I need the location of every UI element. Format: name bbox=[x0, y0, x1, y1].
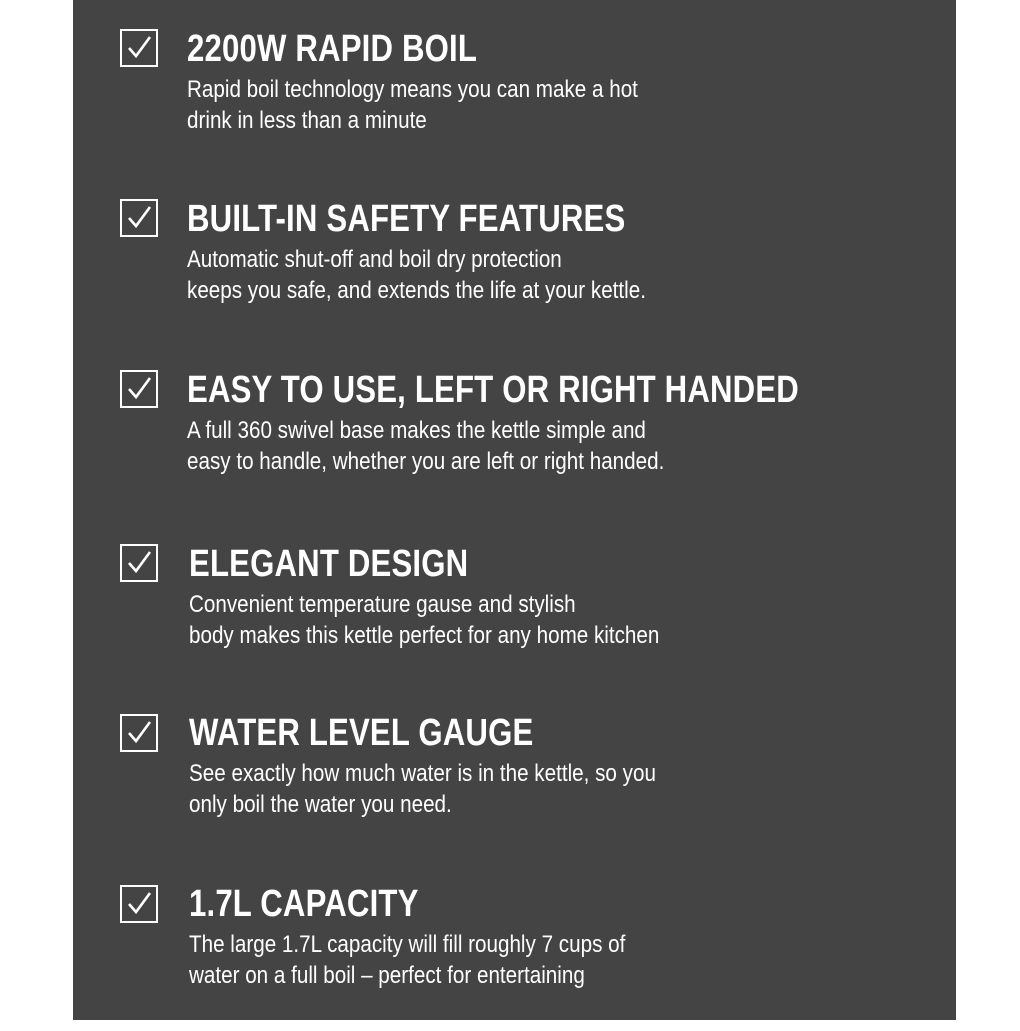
feature-description-line: body makes this kettle perfect for any home kitchen bbox=[189, 622, 660, 649]
feature-description bbox=[187, 244, 646, 306]
feature-description-line: The large 1.7L capacity will fill roughly 7 cups of bbox=[189, 931, 626, 958]
checkbox-checked-icon bbox=[120, 29, 158, 67]
checkbox-checked-icon bbox=[120, 199, 158, 237]
feature-title: BUILT-IN SAFETY FEATURES bbox=[187, 198, 626, 240]
feature-description-line: drink in less than a minute bbox=[187, 107, 427, 134]
feature-description-line: keeps you safe, and extends the life at your kettle. bbox=[187, 277, 646, 304]
feature-description-line: only boil the water you need. bbox=[189, 791, 452, 818]
feature-description bbox=[189, 589, 659, 651]
feature-description bbox=[189, 758, 656, 820]
feature-description-line: Convenient temperature gause and stylish bbox=[189, 591, 576, 618]
feature-description bbox=[187, 415, 664, 477]
feature-description-line: water on a full boil – perfect for entertaining bbox=[189, 962, 585, 989]
feature-description-line: Rapid boil technology means you can make a hot bbox=[187, 76, 638, 103]
checkbox-checked-icon bbox=[120, 714, 158, 752]
checkbox-checked-icon bbox=[120, 885, 158, 923]
feature-description bbox=[189, 929, 625, 991]
feature-description-line: See exactly how much water is in the kettle, so you bbox=[189, 760, 656, 787]
checkbox-checked-icon bbox=[120, 370, 158, 408]
feature-title: ELEGANT DESIGN bbox=[189, 543, 469, 585]
feature-water-level-gauge bbox=[73, 710, 956, 860]
checkbox-checked-icon bbox=[120, 544, 158, 582]
feature-rapid-boil bbox=[73, 26, 956, 176]
feature-description bbox=[187, 74, 638, 136]
feature-description-line: A full 360 swivel base makes the kettle simple and bbox=[187, 417, 646, 444]
feature-easy-to-use bbox=[73, 367, 956, 517]
feature-safety bbox=[73, 196, 956, 346]
feature-elegant-design bbox=[73, 541, 956, 691]
features-panel bbox=[73, 0, 956, 1020]
feature-description-line: Automatic shut-off and boil dry protection bbox=[187, 246, 562, 273]
feature-title: EASY TO USE, LEFT OR RIGHT HANDED bbox=[187, 369, 799, 411]
feature-title: WATER LEVEL GAUGE bbox=[189, 712, 534, 754]
feature-capacity bbox=[73, 881, 956, 1031]
feature-title: 1.7L CAPACITY bbox=[189, 883, 419, 925]
feature-title: 2200W RAPID BOIL bbox=[187, 28, 478, 70]
feature-description-line: easy to handle, whether you are left or right handed. bbox=[187, 448, 665, 475]
